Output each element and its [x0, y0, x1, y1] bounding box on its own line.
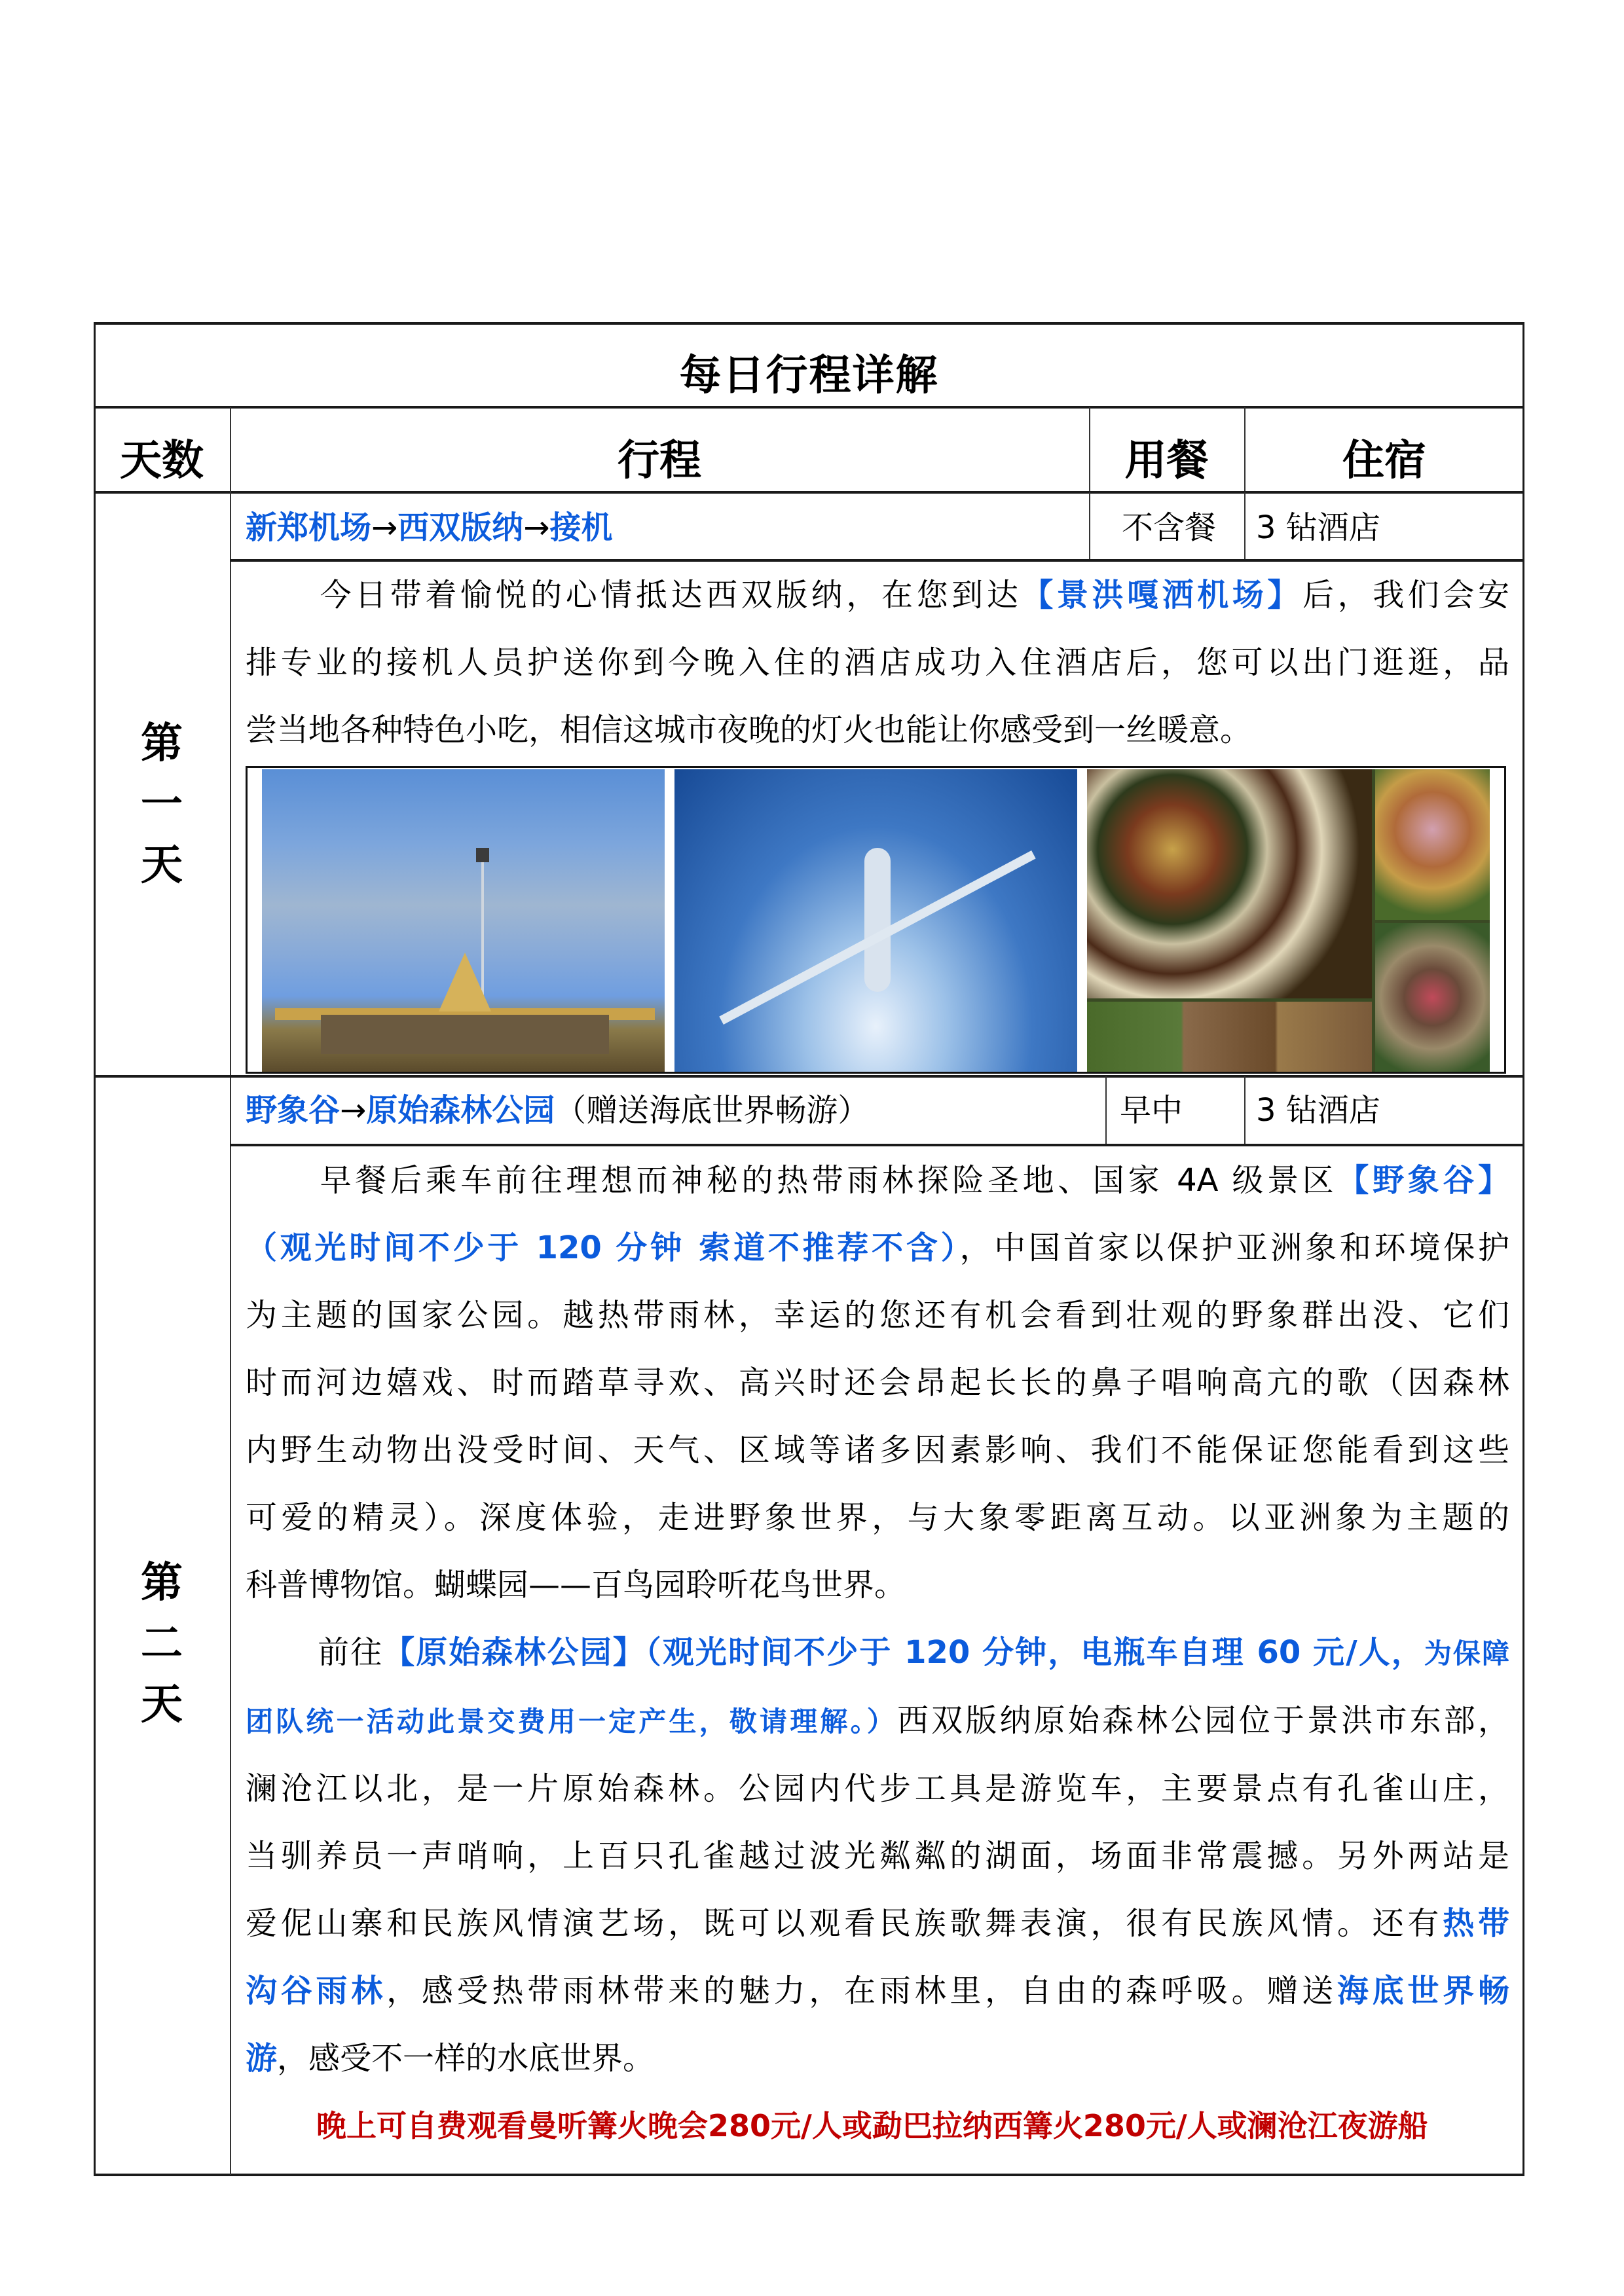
divider	[1089, 407, 1090, 492]
divider	[94, 406, 1524, 409]
day-1-route: 新郑机场→西双版纳→接机	[246, 509, 613, 546]
airplane-photo	[674, 769, 1077, 1072]
day-2-route: 野象谷→原始森林公园（赠送海底世界畅游）	[246, 1092, 870, 1129]
table-border-bottom	[94, 2174, 1524, 2176]
divider	[230, 1144, 1524, 1146]
food-collage-photo	[1087, 769, 1490, 1072]
optional-activities-note: 晚上可自费观看曼听篝火晚会280元/人或勐巴拉纳西篝火280元/人或澜沧江夜游船	[316, 2108, 1428, 2143]
itinerary-table	[94, 322, 1524, 2176]
divider	[1244, 492, 1246, 561]
airport-photo	[262, 769, 665, 1072]
header-hotel: 住宿	[1342, 437, 1426, 485]
header-itinerary: 行程	[618, 437, 701, 485]
day-1-meals: 不含餐	[1121, 509, 1216, 546]
table-border-left	[94, 322, 96, 2176]
divider	[94, 1075, 1524, 1078]
divider	[1105, 1076, 1107, 1146]
divider	[1244, 1076, 1246, 1146]
divider	[1244, 407, 1246, 492]
header-meals: 用餐	[1124, 437, 1209, 485]
page-title: 每日行程详解	[679, 352, 939, 400]
day-1-label: 第 一 天	[141, 720, 183, 890]
day-1-description: 今日带着愉悦的心情抵达西双版纳，在您到达【景洪嘎洒机场】后，我们会安 排专业的接机人员护送你到今晚入住的酒店成功入住酒店后，您可以出门逛逛，品 尝当地各种特色小吃，相信这城市夜晚的灯火也能让你感受到一丝暖意。	[246, 577, 1509, 748]
day-1-hotel: 3 钻酒店	[1256, 509, 1380, 546]
day-2-label: 第 二 天	[141, 1559, 183, 1729]
day-2-meals: 早中	[1120, 1092, 1183, 1129]
divider	[230, 407, 231, 2175]
day-2-description: 早餐后乘车前往理想而神秘的热带雨林探险圣地、国家 4A 级景区【野象谷】 （观光时间不少于 120 分钟 索道不推荐不含），中国首家以保护亚洲象和环境保护 为主题的国家公园。越热带雨林，幸运的您还有机会看到壮观的野象群出没、它们 时而河边嬉戏、时而踏草寻欢、高兴时还会昂起长长的鼻子唱响高亢的歌（因森林 内野生动物出没受时间、天气、区域等诸多因素影响、我们不能保证您能看到这些 可爱的精灵）。深度体验，走进野象世界，与大象零距离互动。以亚洲象为主题的 科普博物馆。蝴蝶园——百鸟园聆听花鸟世界。 前往【原始森林公园】（观光时间不少于 120 分钟，电瓶车自理 60 元/人，为保障 团队统一活动此景交费用一定产生，敬请理解。）西双版纳原始森林公园位于景洪市东部， 澜沧江以北，是一片原始森林。公园内代步工具是游览车，主要景点有孔雀山庄， 当驯养员一声哨响，上百只孔雀越过波光粼粼的湖面，场面非常震撼。另外两站是 爱伲山寨和民族风情演艺场，既可以观看民族歌舞表演，很有民族风情。还有热带 沟谷雨林，感受热带雨林带来的魅力，在雨林里，自由的森呼吸。赠送海底世界畅 游，感受不一样的水底世界。 晚上可自费观看曼听篝火晚会280元/人或勐巴拉纳西篝火280元/人或澜沧江夜游船	[246, 1147, 1509, 2160]
header-day: 天数	[120, 437, 204, 485]
table-border-right	[1522, 322, 1524, 2176]
divider	[1089, 492, 1090, 561]
day-1-photo-strip	[246, 766, 1506, 1074]
table-border-top	[94, 322, 1524, 325]
divider	[94, 491, 1524, 494]
day-2-hotel: 3 钻酒店	[1256, 1092, 1380, 1129]
